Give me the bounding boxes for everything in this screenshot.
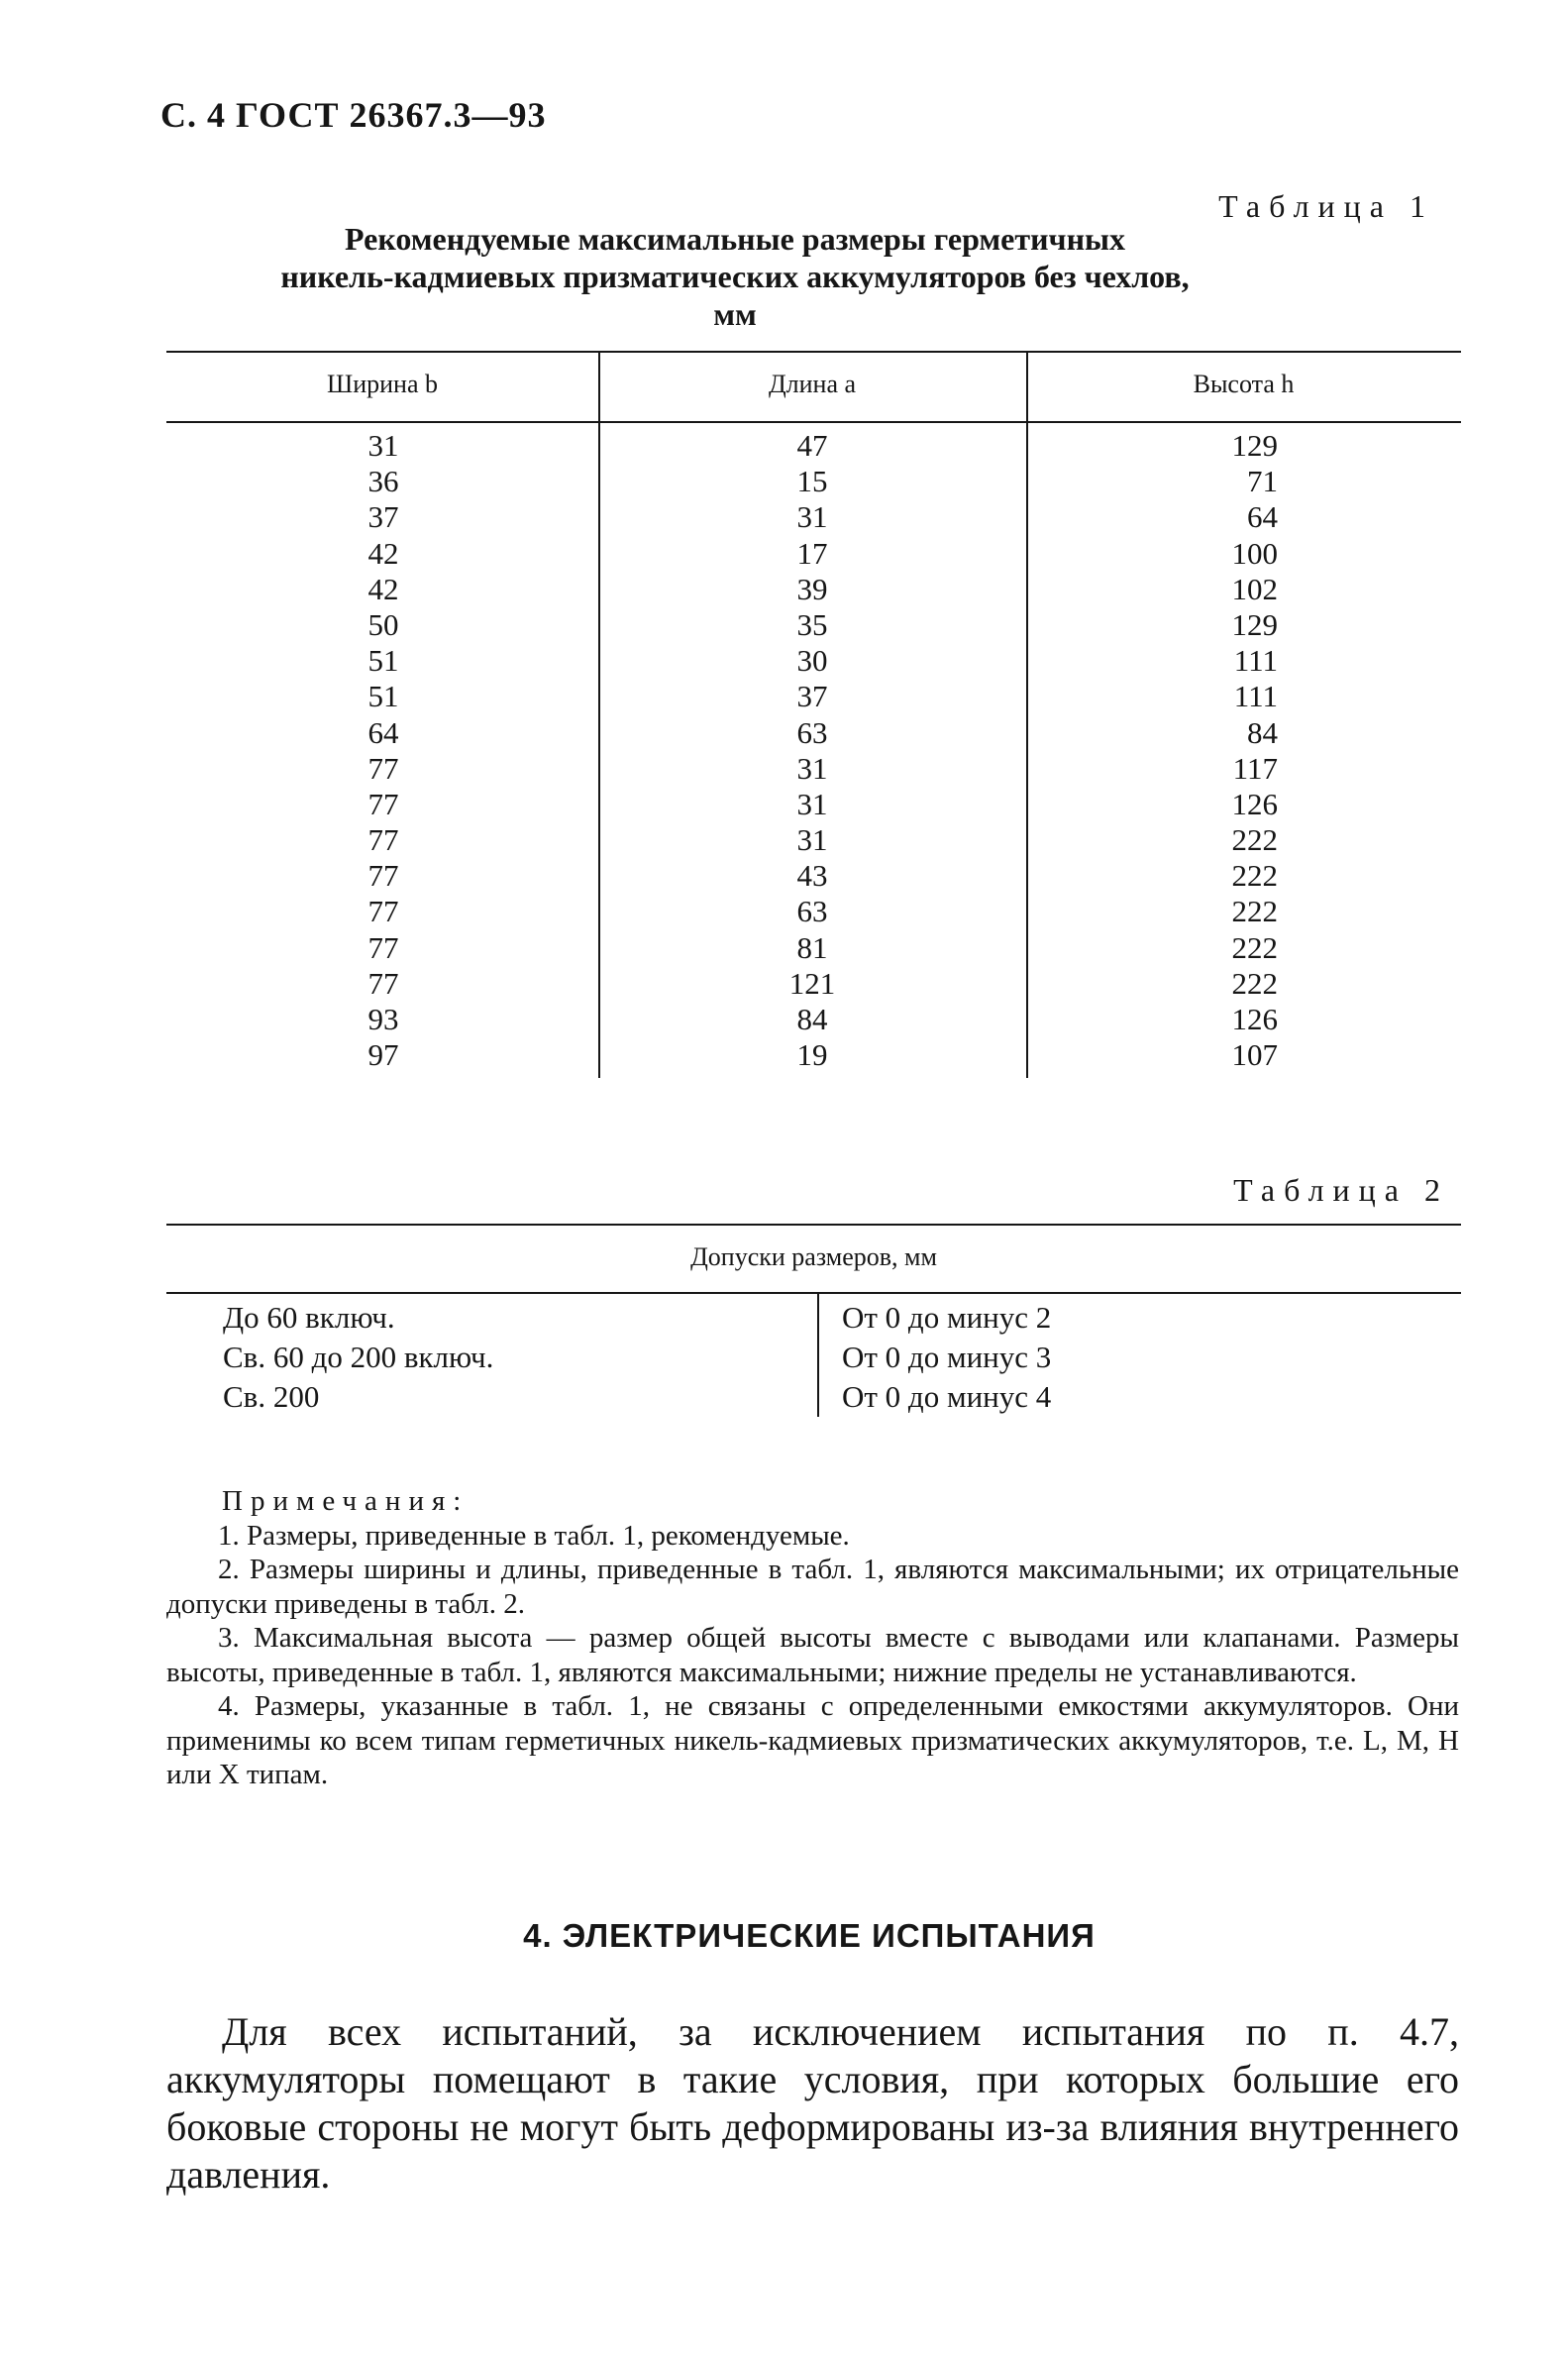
table1-cell-length: 121 <box>788 965 836 1001</box>
table1-title-line: Рекомендуемые максимальные размеры герметичных <box>344 221 1125 257</box>
table1-header-length: Длина a <box>768 370 857 398</box>
table1-cell-length: 30 <box>796 643 828 679</box>
table1-col-height <box>1090 428 1278 1073</box>
section-paragraph: Для всех испытаний, за исключением испытания по п. 4.7, аккумуляторы помещают в такие условия, при которых большие его боковые стороны не могут быть деформированы из-за влияния внутреннего давления. <box>166 2009 1459 2197</box>
table1-cell-length: 63 <box>796 894 828 929</box>
table1-cell-width: 77 <box>367 822 399 858</box>
table1-cell-height: 102 <box>1231 571 1278 606</box>
table1-cell-width: 77 <box>367 858 399 894</box>
table1-header-rule <box>166 421 1461 423</box>
table1-header-height: Высота h <box>1193 370 1295 398</box>
table1-cell-width: 42 <box>367 571 399 606</box>
table1-cell-height: 107 <box>1231 1037 1278 1073</box>
table1-cell-width: 37 <box>367 499 399 535</box>
note-item: 1. Размеры, приведенные в табл. 1, рекомендуемые. <box>218 1519 850 1552</box>
table2-caption: Таблица 2 <box>1233 1172 1449 1208</box>
note-item: 2. Размеры ширины и длины, приведенные в табл. 1, являются максимальными; их отрицательные допуски приведены в табл. 2. <box>166 1554 1459 1620</box>
table1-cell-width: 77 <box>367 965 399 1001</box>
table2-cell-tolerance: От 0 до минус 4 <box>842 1379 1052 1414</box>
table1-header-width: Ширина b <box>326 370 438 398</box>
table1-cell-width: 42 <box>367 535 399 571</box>
note-item: 4. Размеры, указанные в табл. 1, не связаны с определенными емкостями аккумуляторов. Они применимы ко всем типам герметичных никель-кадмиевых призматических аккумуляторов, т.е. L, M, H или X типам. <box>166 1690 1459 1790</box>
table1-cell-height: 126 <box>1231 786 1278 821</box>
table2-cell-range: Св. 60 до 200 включ. <box>223 1340 494 1374</box>
table1-cell-length: 15 <box>796 464 828 499</box>
table1-cell-width: 77 <box>367 750 399 786</box>
table1-top-rule <box>166 351 1461 353</box>
table2-tolerances <box>842 1298 1051 1417</box>
table1-cell-width: 97 <box>367 1037 399 1073</box>
table1-cell-length: 39 <box>796 571 828 606</box>
table2-cell-range: Св. 200 <box>223 1379 320 1414</box>
table1-cell-length: 37 <box>796 679 828 714</box>
table2-ranges <box>223 1298 493 1417</box>
table1-cell-width: 51 <box>367 679 399 714</box>
table2-cell-range: До 60 включ. <box>223 1300 395 1335</box>
table1-cell-height: 64 <box>1247 499 1278 535</box>
table1-col-divider <box>1026 351 1028 1078</box>
table1-cell-height: 100 <box>1231 535 1278 571</box>
table1-cell-width: 77 <box>367 929 399 965</box>
table1-title-line: мм <box>713 296 757 332</box>
table1-cell-height: 129 <box>1231 606 1278 642</box>
table1-cell-height: 84 <box>1247 714 1278 750</box>
table1-cell-height: 222 <box>1231 822 1278 858</box>
table2-cell-tolerance: От 0 до минус 3 <box>842 1340 1052 1374</box>
table1-title-line: никель-кадмиевых призматических аккумуляторов без чехлов, <box>280 259 1190 294</box>
table1-cell-width: 64 <box>367 714 399 750</box>
table1-cell-height: 222 <box>1231 858 1278 894</box>
table1-cell-height: 222 <box>1231 894 1278 929</box>
table1-col-length <box>598 428 1026 1073</box>
table2-cell-tolerance: От 0 до минус 2 <box>842 1300 1052 1335</box>
table1-cell-length: 31 <box>796 822 828 858</box>
table1-cell-height: 126 <box>1231 1002 1278 1036</box>
table2-col-divider <box>817 1292 819 1417</box>
table1-cell-height: 117 <box>1232 750 1278 786</box>
table1-cell-width: 51 <box>367 643 399 679</box>
table1-cell-length: 47 <box>796 428 828 463</box>
note-item: 3. Максимальная высота — размер общей высоты вместе с выводами или клапанами. Размеры высоты, приведенные в табл. 1, являются максимальными; нижние пределы не устанавливаются. <box>166 1622 1459 1688</box>
table2-header: Допуски размеров, мм <box>690 1242 937 1271</box>
notes <box>166 1484 1459 1792</box>
notes-title <box>166 1484 1459 1519</box>
table1-caption: Таблица 1 <box>1218 188 1434 224</box>
table1-cell-length: 31 <box>796 786 828 821</box>
table1-cell-height: 71 <box>1247 464 1278 499</box>
section-title: 4. ЭЛЕКТРИЧЕСКИЕ ИСПЫТАНИЯ <box>523 1917 1096 1954</box>
table1-cell-width: 93 <box>367 1002 399 1036</box>
table1-cell-width: 77 <box>367 894 399 929</box>
table1-cell-length: 63 <box>796 714 828 750</box>
table1-cell-length: 35 <box>796 606 828 642</box>
table1-cell-width: 36 <box>367 464 399 499</box>
table1-cell-height: 129 <box>1231 428 1278 463</box>
notes-title-text: Примечания: <box>222 1485 470 1517</box>
table2-header-rule <box>166 1292 1461 1294</box>
table1-cell-height: 222 <box>1231 929 1278 965</box>
table1-title <box>160 220 1309 333</box>
table1-cell-width: 31 <box>367 428 399 463</box>
table1-cell-length: 43 <box>796 858 828 894</box>
table1-cell-length: 19 <box>796 1037 828 1073</box>
table2-top-rule <box>166 1224 1461 1226</box>
table1-cell-width: 50 <box>367 606 399 642</box>
table1-cell-height: 222 <box>1231 965 1278 1001</box>
table1-cell-length: 31 <box>796 499 828 535</box>
table1-cell-length: 31 <box>796 750 828 786</box>
section-body <box>166 2008 1459 2199</box>
table1-cell-height: 111 <box>1233 679 1278 714</box>
table1-cell-length: 84 <box>796 1002 828 1036</box>
table1-cell-length: 17 <box>796 535 828 571</box>
table1-cell-length: 81 <box>796 929 828 965</box>
table1-col-width <box>160 428 606 1073</box>
table1-cell-width: 77 <box>367 786 399 821</box>
table1-cell-height: 111 <box>1233 643 1278 679</box>
page-header: С. 4 ГОСТ 26367.3—93 <box>160 95 547 135</box>
